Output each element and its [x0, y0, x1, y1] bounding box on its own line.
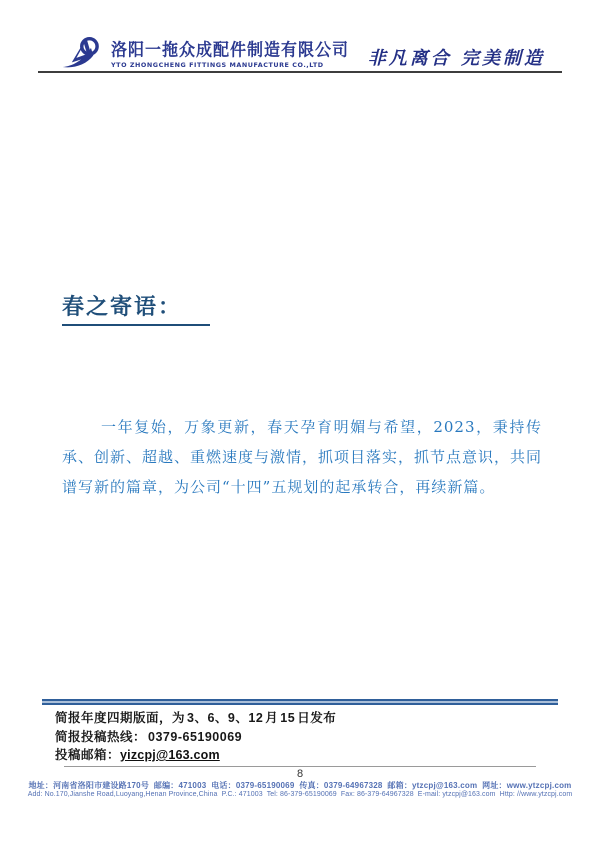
publish-day: 15 [280, 711, 296, 725]
publish-month-label: 月 [265, 710, 279, 725]
header-divider [38, 71, 562, 73]
company-slogan: 非凡离合 完美制造 [367, 48, 545, 69]
submission-email-link[interactable]: yizcpj@163.com [120, 748, 220, 762]
address-line-en: Add: No.170,Jianshe Road,Luoyang,Henan Province,China P.C.: 471003 Tel: 86-379-65190069 Fax: 86-379-64967328 E-mail: ytzcpj@163.com Http: //www.ytzcpj.com [27, 791, 573, 798]
hotline-number: 0379-65190069 [148, 729, 243, 744]
company-name-block [111, 40, 349, 69]
email-label: 投稿邮箱： [55, 747, 121, 762]
company-logo-icon [58, 34, 104, 74]
article-paragraph: 一年复始，万象更新，春天孕育明媚与希望，2023，秉持传承、创新、超越、重燃速度与激情，抓项目落实，抓节点意识，共同谱写新的篇章，为公司“十四”五规划的起承转合，再续新篇。 [62, 418, 543, 496]
hotline-label: 简报投稿热线： [55, 728, 147, 744]
article-title-text: 春之寄语： [62, 290, 210, 326]
footer-publication-info [55, 709, 336, 765]
publish-release-label: 日发布 [297, 710, 337, 725]
publish-months: 3、6、9、12 [187, 711, 264, 725]
page-number: 8 [296, 768, 304, 780]
email-line [55, 746, 336, 765]
publish-schedule-text: 简报年度四期版面，为 [55, 710, 186, 725]
footer-top-divider [42, 699, 558, 705]
hotline-line [55, 728, 336, 747]
company-brand [58, 34, 349, 74]
publish-schedule-line [55, 709, 336, 728]
footer-bottom-divider [64, 766, 536, 767]
address-line-cn: 地址：河南省洛阳市建设路170号 邮编：471003 电话：0379-65190069 传真：0379-64967328 邮箱：ytzcpj@163.com 网址：www.ytzcpj.com [28, 781, 572, 790]
company-name-cn: 洛阳一拖众成配件制造有限公司 [111, 38, 350, 60]
company-name-en: YTO ZHONGCHENG FITTINGS MANUFACTURE CO.,LTD [111, 60, 324, 69]
article-title [62, 290, 210, 326]
